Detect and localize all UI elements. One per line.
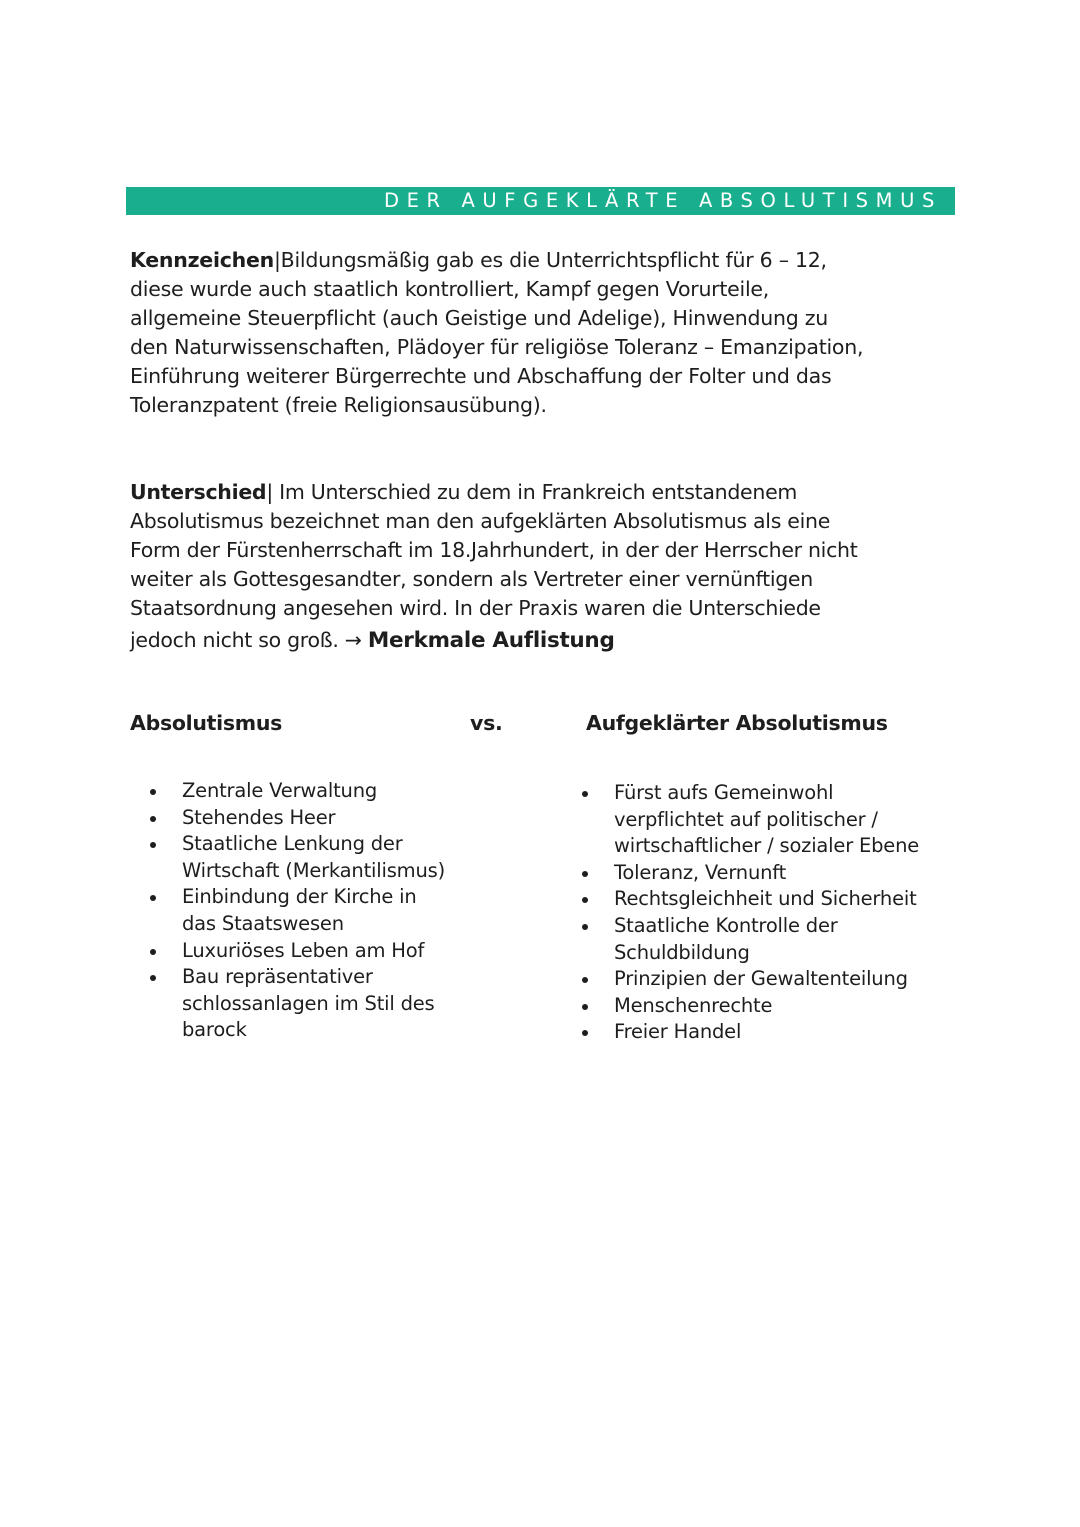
right-column-heading: Aufgeklärter Absolutismus: [586, 711, 888, 735]
page-title: DER AUFGEKLÄRTE ABSOLUTISMUS: [384, 189, 942, 212]
list-item-text: Einbindung der Kirche in: [182, 885, 417, 909]
list-item-text: Luxuriöses Leben am Hof: [182, 938, 425, 962]
unterschied-line: Staatsordnung angesehen wird. In der Praxis waren die Unterschiede: [130, 596, 821, 620]
list-item: [580, 913, 919, 966]
list-item-text: Freier Handel: [614, 1020, 742, 1044]
list-item-text: schlossanlagen im Stil des: [182, 991, 435, 1015]
unterschied-line: Absolutismus bezeichnet man den aufgeklärten Absolutismus als eine: [130, 509, 831, 533]
unterschied-paragraph: [130, 478, 960, 658]
versus-label: vs.: [470, 711, 503, 735]
kennzeichen-line: den Naturwissenschaften, Plädoyer für religiöse Toleranz – Emanzipation,: [130, 335, 864, 359]
list-item: [148, 884, 445, 937]
list-item-text: verpflichtet auf politischer /: [614, 807, 878, 831]
list-item: [580, 1019, 919, 1046]
list-item-text: Rechtsgleichheit und Sicherheit: [614, 887, 917, 911]
kennzeichen-paragraph: [130, 246, 960, 420]
absolutismus-list: [148, 778, 445, 1044]
list-item-text: Menschenrechte: [614, 993, 773, 1017]
unterschied-text: Im Unterschied zu dem in Frankreich entstandenem: [272, 480, 798, 504]
list-item-text: Stehendes Heer: [182, 805, 336, 829]
kennzeichen-separator: |: [273, 248, 281, 272]
list-item: [580, 780, 919, 860]
kennzeichen-line: Einführung weiterer Bürgerrechte und Abschaffung der Folter und das: [130, 364, 832, 388]
list-item-text: Fürst aufs Gemeinwohl: [614, 781, 834, 804]
list-item-text: das Staatswesen: [182, 911, 344, 935]
aufgeklaerter-absolutismus-list: [580, 780, 919, 1046]
list-item-text: Toleranz, Vernunft: [614, 860, 787, 884]
list-item-text: Staatliche Lenkung der: [182, 832, 403, 856]
unterschied-label: Unterschied: [130, 480, 267, 504]
arrow-right-icon: →: [344, 628, 362, 652]
kennzeichen-line: [130, 246, 960, 275]
merkmale-emphasis: Merkmale Auflistung: [367, 628, 615, 653]
list-item: [580, 886, 919, 913]
kennzeichen-line: Toleranzpatent (freie Religionsausübung).: [130, 393, 547, 417]
list-item: [580, 993, 919, 1020]
list-item-text: Staatliche Kontrolle der: [614, 913, 838, 937]
list-item: [148, 964, 445, 1044]
list-item: [148, 778, 445, 805]
unterschied-text: jedoch nicht so groß.: [130, 628, 345, 652]
kennzeichen-line: diese wurde auch staatlich kontrolliert, Kampf gegen Vorurteile,: [130, 277, 770, 301]
unterschied-line: [130, 478, 960, 507]
list-item-text: Schuldbildung: [614, 940, 750, 964]
list-item-text: barock: [182, 1018, 247, 1042]
list-item-text: Wirtschaft (Merkantilismus): [182, 858, 445, 882]
list-item-text: Prinzipien der Gewaltenteilung: [614, 967, 908, 991]
list-item: [580, 966, 919, 993]
list-item-text: Zentrale Verwaltung: [182, 779, 378, 802]
unterschied-line: weiter als Gottesgesandter, sondern als Vertreter einer vernünftigen: [130, 567, 813, 591]
kennzeichen-label: Kennzeichen: [130, 248, 274, 272]
kennzeichen-line: allgemeine Steuerpflicht (auch Geistige und Adelige), Hinwendung zu: [130, 306, 829, 330]
list-item: [148, 805, 445, 832]
title-bar: [126, 187, 955, 215]
list-item: [148, 938, 445, 965]
list-item-text: Bau repräsentativer: [182, 965, 373, 989]
unterschied-line: Form der Fürstenherrschaft im 18.Jahrhundert, in der der Herrscher nicht: [130, 538, 858, 562]
kennzeichen-text: Bildungsmäßig gab es die Unterrichtspflicht für 6 – 12,: [280, 248, 827, 272]
list-item: [580, 860, 919, 887]
list-item: [148, 831, 445, 884]
left-column-heading: Absolutismus: [130, 711, 283, 735]
unterschied-line: [130, 623, 960, 658]
list-item-text: wirtschaftlicher / sozialer Ebene: [614, 834, 920, 858]
unterschied-separator: |: [266, 480, 273, 504]
